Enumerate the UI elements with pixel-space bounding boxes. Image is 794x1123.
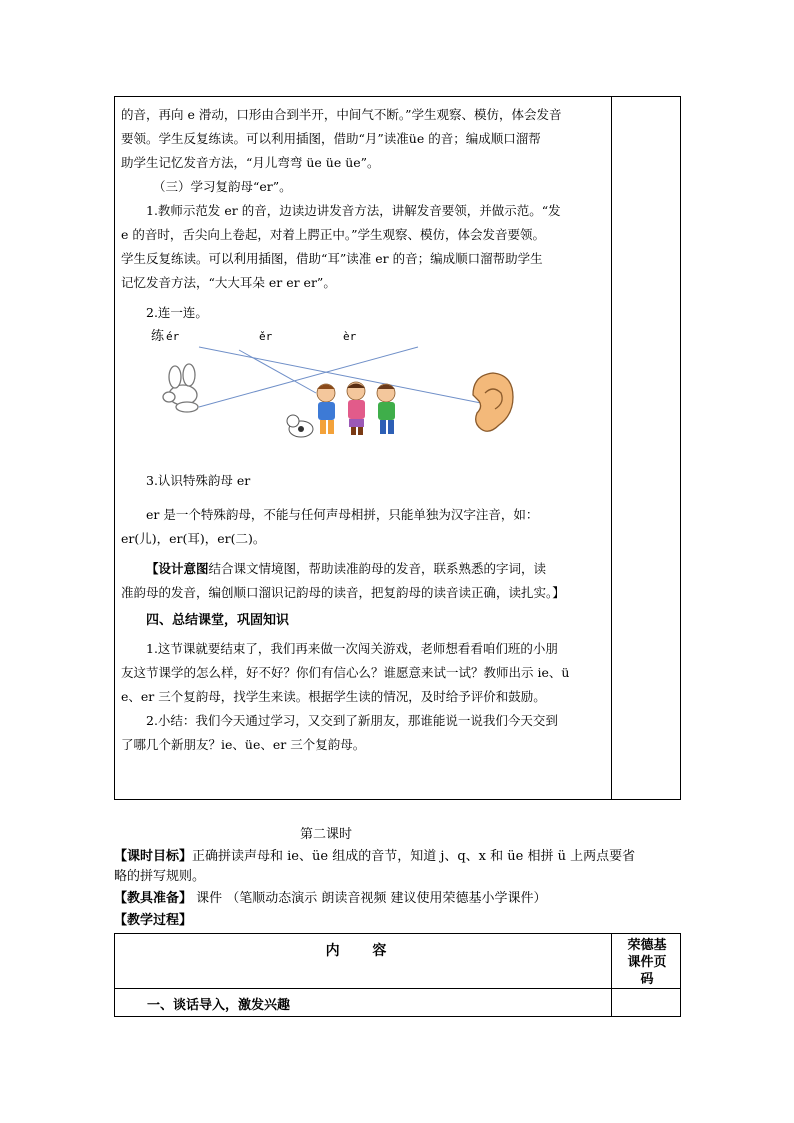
goal-label: 【课时目标】 xyxy=(114,849,193,864)
row-divider xyxy=(115,988,680,989)
goal-text: 正确拼读声母和 ie、üe 组成的音节，知道 j、q、x 和 üe 相拼 ü 上两点要省 xyxy=(192,849,636,864)
column-divider xyxy=(611,934,612,1016)
text-line: 的音，再向 e 滑动，口形由合到半开，中间气不断。”学生观察、模仿，体会发音 xyxy=(121,107,562,122)
design-intent-label: 【设计意图 xyxy=(146,561,209,576)
text-line: 要领。学生反复练读。可以利用插图，借助“月”读准üe 的音；编成顺口溜帮 xyxy=(121,131,541,146)
column-divider xyxy=(611,97,612,799)
text-line: 2.连一连。 xyxy=(146,305,208,320)
ear-icon xyxy=(473,373,513,431)
lesson-goal xyxy=(114,848,714,866)
teaching-aids xyxy=(114,890,714,908)
pinyin-er2: ér xyxy=(166,330,180,343)
children-illustration xyxy=(287,382,395,437)
text-line: 1.教师示范发 er 的音，边读边讲发音方法，讲解发音要领，并做示范。“发 xyxy=(146,203,561,218)
text-line: er(儿)，er(耳)，er(二)。 xyxy=(121,531,266,546)
text-line: 了哪几个新朋友？ie、üe、er 三个复韵母。 xyxy=(121,737,366,752)
header-courseware-page: 荣德基 课件页 码 xyxy=(627,938,667,987)
prep-label: 【教具准备】 xyxy=(114,891,193,906)
text-line: e、er 三个复韵母，找学生来读。根据学生读的情况，及时给予评价和鼓励。 xyxy=(121,689,546,704)
text-line: 记忆发音方法，“大大耳朵 er er er”。 xyxy=(121,275,336,290)
section-heading: （三）学习复韵母“er”。 xyxy=(153,179,292,194)
second-lesson-title: 第二课时 xyxy=(300,827,353,842)
match-line xyxy=(199,347,491,405)
goal-text-continued: 略的拼写规则。 xyxy=(114,869,206,884)
pinyin-er3: ěr xyxy=(259,330,273,343)
section4-title: 四、总结课堂，巩固知识 xyxy=(146,613,290,628)
prep-text: 课件 （笔顺动态演示 朗读音视频 建议使用荣德基小学课件） xyxy=(192,891,547,906)
text-line: 2.小结：我们今天通过学习，又交到了新朋友，那谁能说一说我们今天交到 xyxy=(146,713,558,728)
text-line: 3.认识特殊韵母 er xyxy=(146,473,251,488)
text-line: 1.这节课就要结束了，我们再来做一次闯关游戏，老师想看看咱们班的小朋 xyxy=(146,641,558,656)
pinyin-er4: èr xyxy=(343,330,357,343)
process-label: 【教学过程】 xyxy=(114,913,193,928)
matching-illustration xyxy=(121,325,607,465)
header-content: 内 容 xyxy=(325,943,401,959)
text-line: e 的音时，舌尖向上卷起，对着上腭正中。”学生观察、模仿，体会发音要领。 xyxy=(121,227,546,242)
text-line: 助学生记忆发音方法，“月儿弯弯 üe üe üe”。 xyxy=(121,155,380,170)
text-line: er 是一个特殊韵母，不能与任何声母相拼，只能单独为汉字注音，如： xyxy=(146,507,539,522)
figure-label: 练 xyxy=(151,329,165,344)
text-line: 学生反复练读。可以利用插图，借助“耳”读准 er 的音；编成顺口溜帮助学生 xyxy=(121,251,543,266)
match-line xyxy=(239,350,316,393)
design-intent-text: 结合课文情境图，帮助读准韵母的发音，联系熟悉的字词，读 xyxy=(208,561,547,576)
section1-title: 一、谈话导入，激发兴趣 xyxy=(147,998,291,1013)
text-line: 准韵母的发音，编创顺口溜识记韵母的读音，把复韵母的读音读正确，读扎实。】 xyxy=(121,585,565,600)
lesson-table-2 xyxy=(114,933,681,1017)
lesson-content xyxy=(121,97,607,757)
hand-two-icon xyxy=(163,364,198,412)
matching-exercise-figure xyxy=(121,325,607,465)
lesson-table-continued xyxy=(114,96,681,800)
text-line: 友这节课学的怎么样，好不好？你们有信心么？谁愿意来试一试？教师出示 ie、ü xyxy=(121,665,570,680)
